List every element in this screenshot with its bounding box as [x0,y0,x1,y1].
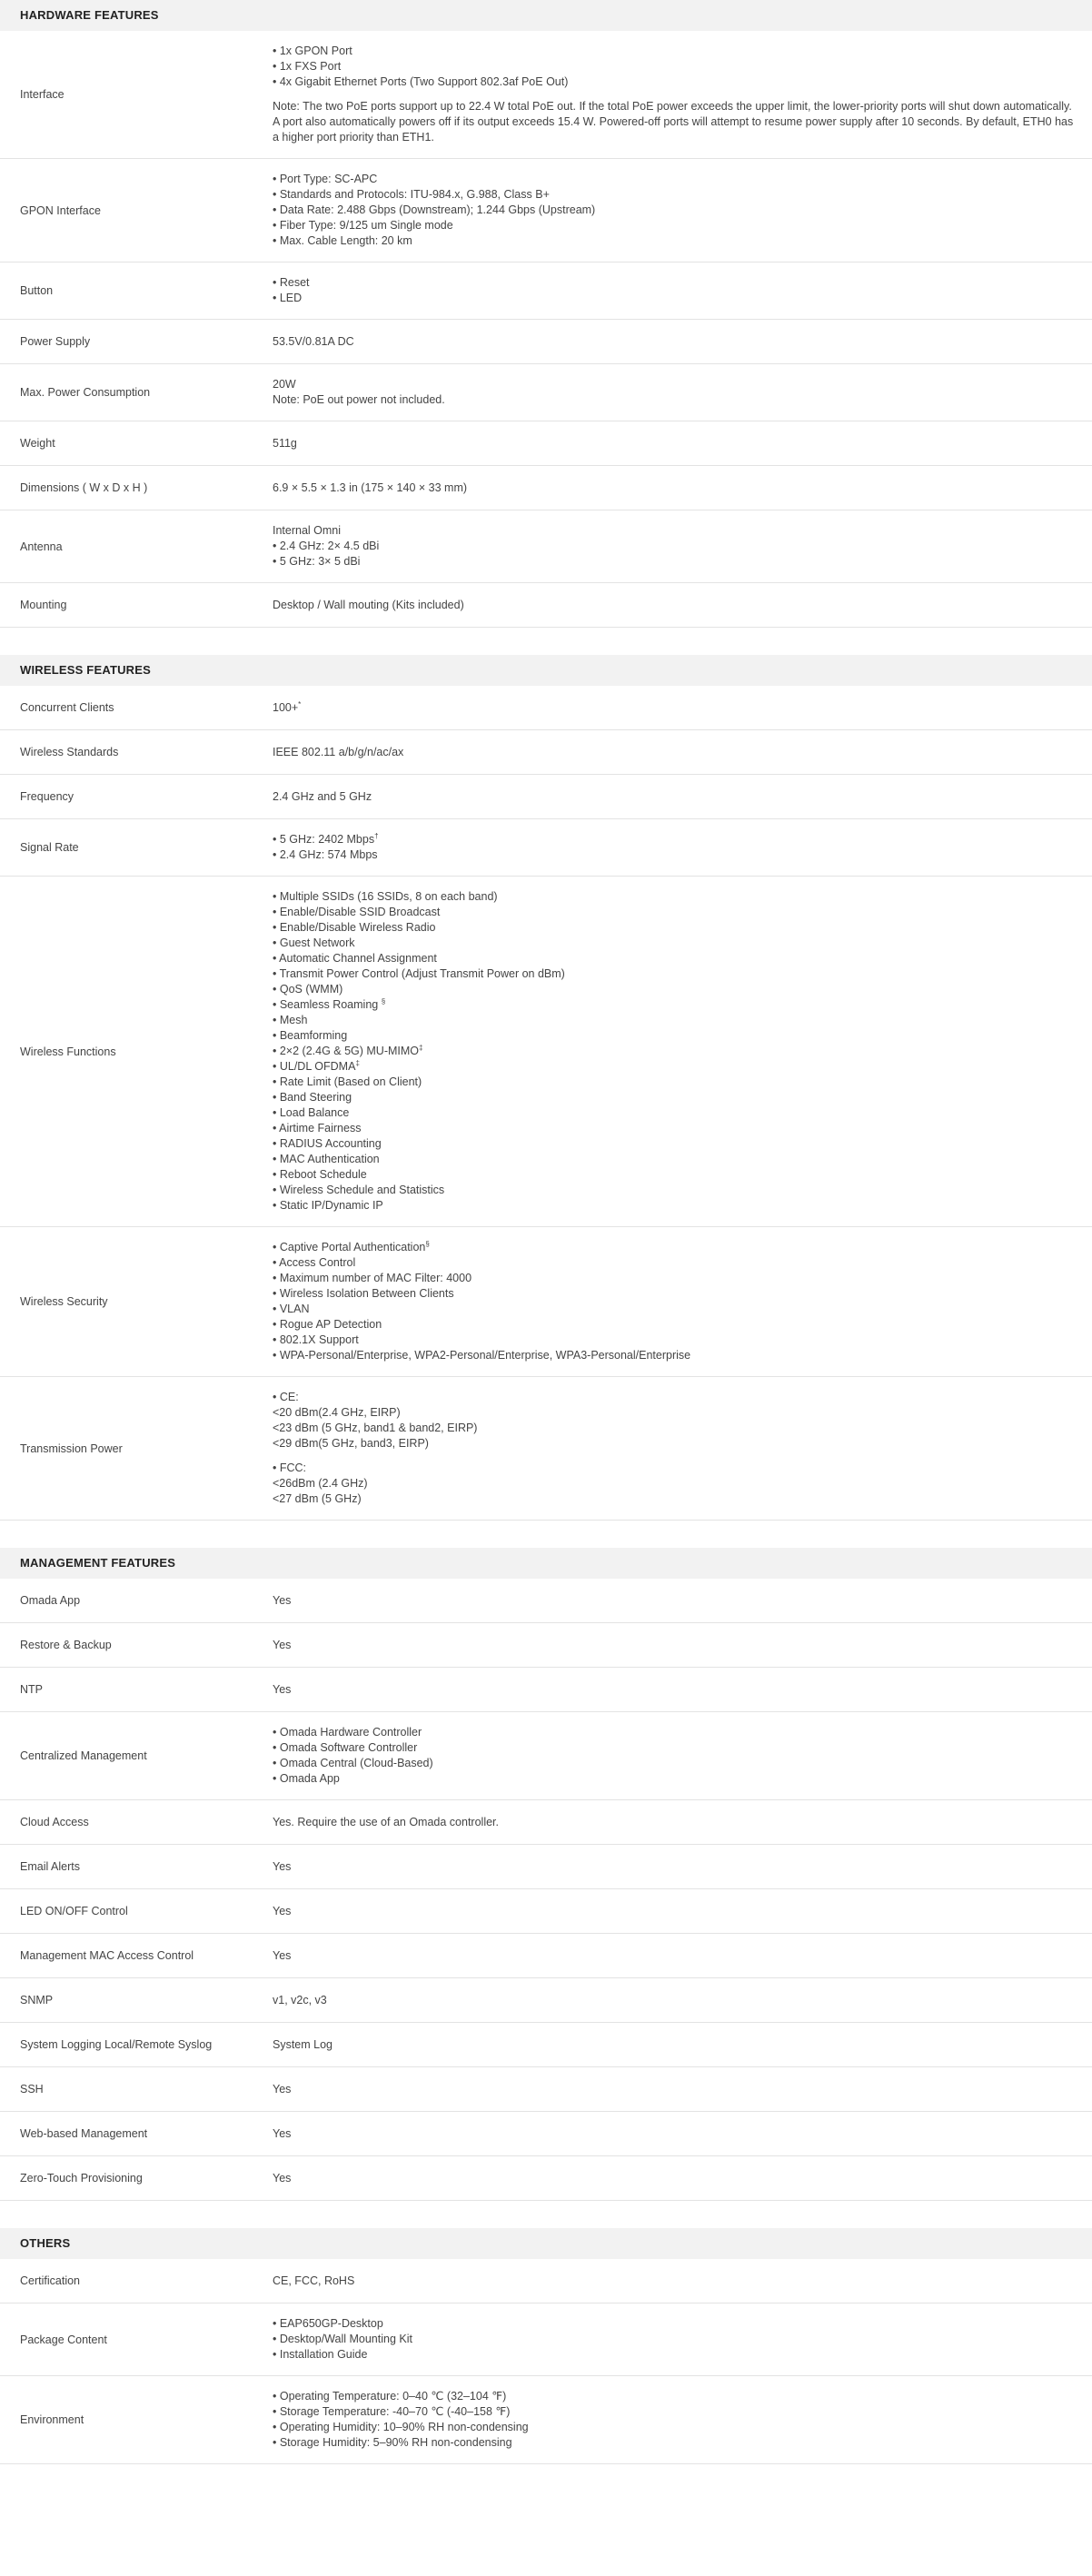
footnote-marker: ‡ [355,1058,360,1067]
spec-value-text: Yes [273,2082,292,2095]
spec-value-text: <26dBm (2.4 GHz) [273,1477,368,1490]
spec-value-text: • 1x GPON Port [273,45,352,57]
spec-value-text: • 5 GHz: 3× 5 dBi [273,555,361,568]
spec-value-line [273,1815,1074,1830]
spec-value-text: • VLAN [273,1303,310,1315]
line-gap [273,1451,1074,1461]
spec-value-line [273,2126,1074,2142]
spec-label: NTP [20,1683,43,1696]
spec-row-wireless-functions [0,877,1092,1227]
spec-value-text: • Enable/Disable SSID Broadcast [273,906,441,918]
spec-value-line [273,966,1074,982]
spec-label: Weight [20,437,55,450]
spec-row-centralized-management [0,1712,1092,1800]
spec-label: Signal Rate [20,841,79,854]
spec-value-text: • Operating Temperature: 0–40 ℃ (32–104 ℉) [273,2390,507,2403]
spec-value-line [273,2274,1074,2289]
spec-value-text: • 2.4 GHz: 574 Mbps [273,848,378,861]
spec-value-text: Internal Omni [273,524,342,537]
spec-value-line [273,1948,1074,1964]
spec-value-line [273,789,1074,805]
spec-value-text: • Maximum number of MAC Filter: 4000 [273,1272,472,1284]
spec-value-text: Note: PoE out power not included. [273,393,445,406]
spec-value-line [273,936,1074,951]
spec-value-line [273,2347,1074,2363]
spec-value-text: v1, v2c, v3 [273,1993,327,2006]
spec-row-max-power-consumption [0,364,1092,421]
footnote-marker: * [298,699,302,708]
spec-value [273,1891,1092,1932]
spec-label: Wireless Security [20,1295,108,1308]
spec-value-text: <23 dBm (5 GHz, band1 & band2, EIRP) [273,1422,478,1434]
spec-value-text: <20 dBm(2.4 GHz, EIRP) [273,1406,401,1419]
spec-value-line [273,377,1074,392]
spec-value-line [273,1436,1074,1451]
spec-value-text: • Reboot Schedule [273,1168,367,1181]
spec-label: Package Content [20,2333,107,2346]
spec-row-email-alerts [0,1845,1092,1889]
spec-value [273,1669,1092,1710]
spec-value-text: 2.4 GHz and 5 GHz [273,789,372,803]
spec-value [273,159,1092,262]
spec-row-antenna [0,510,1092,583]
spec-value-text: • Airtime Fairness [273,1122,362,1134]
spec-label: Antenna [20,540,63,553]
spec-label: Button [20,284,54,297]
spec-value-text: • MAC Authentication [273,1153,380,1165]
spec-value-line [273,74,1074,90]
spec-value-text: • EAP650GP-Desktop [273,2317,383,2330]
spec-value [273,1580,1092,1621]
spec-row-wireless-standards [0,730,1092,775]
spec-label: SSH [20,2083,44,2095]
spec-value-text: 53.5V/0.81A DC [273,334,354,348]
spec-value-text: • Omada Hardware Controller [273,1726,422,1739]
spec-value-line [273,1725,1074,1740]
spec-value-line [273,889,1074,905]
spec-value-text: • Max. Cable Length: 20 km [273,234,412,247]
spec-value-line [273,2171,1074,2186]
spec-value-text: • Desktop/Wall Mounting Kit [273,2333,412,2345]
spec-value-line [273,1286,1074,1302]
spec-value-line [273,1121,1074,1136]
spec-value [273,2069,1092,2110]
spec-label: Interface [20,88,65,101]
spec-value-text: • Fiber Type: 9/125 um Single mode [273,219,453,232]
spec-value-line [273,2420,1074,2435]
spec-value-line [273,2435,1074,2451]
spec-value [273,468,1092,509]
spec-value-line [273,1013,1074,1028]
spec-value-text: System Log [273,2037,333,2051]
spec-value-text: • Seamless Roaming [273,998,382,1011]
spec-value-text: • Guest Network [273,936,355,949]
spec-value [273,364,1092,421]
spec-value-line [273,1090,1074,1105]
section-management-features [0,1548,1092,2201]
spec-value-text: • Storage Temperature: -40–70 ℃ (-40–158 ℉) [273,2405,511,2418]
spec-value-text: Yes [273,1682,292,1696]
spec-value-text: • Omada App [273,1772,340,1785]
spec-value-line [273,1136,1074,1152]
spec-value-text: • 4x Gigabit Ethernet Ports (Two Support 802.3af PoE Out) [273,75,569,88]
spec-row-restore-backup [0,1623,1092,1668]
spec-value-line [273,187,1074,203]
spec-value-text: • Rogue AP Detection [273,1318,382,1331]
spec-value [273,819,1092,876]
spec-value-text: • QoS (WMM) [273,983,343,996]
spec-label: Concurrent Clients [20,701,114,714]
spec-value-text: • Multiple SSIDs (16 SSIDs, 8 on each band) [273,890,498,903]
spec-row-led-on-off-control [0,1889,1092,1934]
spec-row-gpon-interface [0,159,1092,263]
spec-value-line [273,1317,1074,1333]
spec-label: Dimensions ( W x D x H ) [20,481,148,494]
spec-label: Max. Power Consumption [20,386,151,399]
spec-value-text: • UL/DL OFDMA [273,1060,356,1073]
spec-value-text: • Transmit Power Control (Adjust Transmit Power on dBm) [273,967,565,980]
spec-value-text: • Reset [273,276,310,289]
spec-row-interface [0,31,1092,159]
spec-value [273,1377,1092,1520]
spec-value [273,423,1092,464]
spec-value-line [273,2037,1074,2053]
spec-row-concurrent-clients [0,686,1092,730]
spec-value-line [273,554,1074,570]
spec-value-line [273,172,1074,187]
spec-value [273,1936,1092,1977]
spec-value-text: • LED [273,292,303,304]
spec-value-line [273,1859,1074,1875]
spec-value-line [273,1240,1074,1255]
spec-value-line [273,1491,1074,1507]
spec-value-text: Yes [273,1859,292,1873]
spec-value-text: • Load Balance [273,1106,350,1119]
spec-value-text: 511g [273,436,297,450]
spec-row-zero-touch-provisioning [0,2156,1092,2201]
spec-row-environment [0,2376,1092,2464]
spec-value [273,2304,1092,2375]
spec-label: Restore & Backup [20,1639,112,1651]
spec-value-text: Yes [273,2126,292,2140]
spec-value-line [273,1740,1074,1756]
spec-value-text: • Beamforming [273,1029,348,1042]
spec-value-text: • Port Type: SC-APC [273,173,378,185]
spec-value-text: • FCC: [273,1461,307,1474]
spec-label: Cloud Access [20,1816,89,1828]
spec-row-system-logging-local-remote-syslog [0,2023,1092,2067]
spec-row-transmission-power [0,1377,1092,1521]
spec-value-line [273,275,1074,291]
spec-value-line [273,1593,1074,1609]
footnote-marker: § [381,996,386,1006]
spec-value [273,263,1092,319]
spec-value-text: • Automatic Channel Assignment [273,952,437,965]
spec-value [273,1980,1092,2021]
spec-value-text: 100+ [273,700,299,714]
spec-row-wireless-security [0,1227,1092,1377]
spec-value-text: • Storage Humidity: 5–90% RH non-condensing [273,2436,512,2449]
spec-value-line [273,1183,1074,1198]
spec-value-line [273,1461,1074,1476]
section-heading: MANAGEMENT FEATURES [0,1548,1092,1579]
spec-value-line [273,1271,1074,1286]
spec-label: Mounting [20,599,67,611]
spec-value-line [273,1348,1074,1363]
spec-value-text: IEEE 802.11 a/b/g/n/ac/ax [273,745,404,758]
footnote-marker: ‡ [419,1043,423,1052]
spec-value [273,510,1092,582]
spec-value-text: • Enable/Disable Wireless Radio [273,921,436,934]
spec-row-dimensions-w-x-d-x-h [0,466,1092,510]
spec-value-line [273,1152,1074,1167]
spec-value-text: Yes [273,1593,292,1607]
spec-row-weight [0,421,1092,466]
spec-value-line [273,59,1074,74]
spec-value [273,2261,1092,2302]
spec-value-text: Desktop / Wall mouting (Kits included) [273,598,464,611]
spec-value-text: • Data Rate: 2.488 Gbps (Downstream); 1.244 Gbps (Upstream) [273,203,596,216]
spec-value-line [273,1682,1074,1698]
spec-value-line [273,203,1074,218]
spec-value-text: Yes [273,1904,292,1917]
spec-value-text: • CE: [273,1391,299,1403]
spec-value-line [273,1333,1074,1348]
spec-value-line [273,1756,1074,1771]
spec-label: Omada App [20,1594,81,1607]
spec-row-package-content [0,2304,1092,2376]
spec-value-text: Note: The two PoE ports support up to 22.4 W total PoE out. If the total PoE power exceeds the upper limit, the lower-priority ports will shut down automatically. A port also automatically powers off if its output exceeds 15.4 W. Powered-off ports will attempt to resume power supply after 10 seconds. By default, ETH0 has a higher port priority than ETH1. [273,100,1077,144]
spec-label: LED ON/OFF Control [20,1905,128,1917]
spec-value-text: • Omada Software Controller [273,1741,418,1754]
spec-value-line [273,920,1074,936]
spec-value-text: • Band Steering [273,1091,352,1104]
spec-value-line [273,99,1077,145]
spec-row-omada-app [0,1579,1092,1623]
spec-value-line [273,218,1074,233]
spec-value [273,2025,1092,2066]
spec-value-line [273,2082,1074,2097]
spec-value-line [273,1993,1074,2008]
spec-value [273,31,1092,158]
spec-value-line [273,44,1074,59]
spec-label: Environment [20,2413,84,2426]
spec-label: Email Alerts [20,1860,80,1873]
footnote-marker: § [425,1239,430,1248]
spec-value-line [273,997,1074,1013]
spec-value-line [273,539,1074,554]
spec-row-power-supply [0,320,1092,364]
spec-value-line [273,334,1074,350]
spec-value-text: • Installation Guide [273,2348,368,2361]
spec-label: Web-based Management [20,2127,148,2140]
spec-value-line [273,2389,1074,2404]
spec-value-line [273,1198,1074,1214]
spec-value-line [273,832,1074,847]
spec-label: Power Supply [20,335,91,348]
spec-value-text: • Static IP/Dynamic IP [273,1199,383,1212]
spec-value [273,688,1092,728]
spec-value-text: • Omada Central (Cloud-Based) [273,1757,433,1769]
spec-label: Zero-Touch Provisioning [20,2172,143,2185]
spec-value-text: CE, FCC, RoHS [273,2274,355,2287]
section-heading: OTHERS [0,2228,1092,2259]
spec-value-text: <27 dBm (5 GHz) [273,1492,362,1505]
spec-value [273,2114,1092,2155]
spec-value [273,2376,1092,2463]
spec-value-line [273,1638,1074,1653]
spec-label: Transmission Power [20,1442,123,1455]
spec-value-text: • Mesh [273,1014,308,1026]
spec-value-line [273,1105,1074,1121]
line-gap [273,90,1074,99]
spec-row-cloud-access [0,1800,1092,1845]
spec-value-line [273,598,1074,613]
spec-value-text: • 5 GHz: 2402 Mbps [273,833,375,846]
spec-label: Centralized Management [20,1749,147,1762]
spec-value-line [273,1059,1074,1075]
spec-value [273,732,1092,773]
spec-value-text: • Rate Limit (Based on Client) [273,1075,422,1088]
spec-value-text: • Captive Portal Authentication [273,1241,426,1253]
section-hardware-features [0,0,1092,628]
spec-value [273,322,1092,362]
spec-value-text: • Access Control [273,1256,356,1269]
spec-value-text: • Wireless Schedule and Statistics [273,1184,445,1196]
spec-value-line [273,847,1074,863]
spec-value-line [273,1075,1074,1090]
spec-value-line [273,1390,1074,1405]
spec-value-text: <29 dBm(5 GHz, band3, EIRP) [273,1437,429,1450]
spec-value [273,585,1092,626]
section-heading: WIRELESS FEATURES [0,655,1092,686]
spec-value [273,877,1092,1226]
spec-row-signal-rate [0,819,1092,877]
spec-value-line [273,1302,1074,1317]
spec-value [273,2158,1092,2199]
spec-row-ssh [0,2067,1092,2112]
section-wireless-features [0,655,1092,1521]
spec-label: Frequency [20,790,74,803]
spec-value-line [273,2332,1074,2347]
spec-value [273,777,1092,817]
spec-value-text: • WPA-Personal/Enterprise, WPA2-Personal/Enterprise, WPA3-Personal/Enterprise [273,1349,691,1362]
spec-value-line [273,392,1074,408]
spec-value-line [273,291,1074,306]
spec-value-line [273,1167,1074,1183]
spec-value [273,1625,1092,1666]
footnote-marker: † [374,831,379,840]
spec-value-text: 20W [273,378,296,391]
spec-row-button [0,263,1092,320]
spec-label: System Logging Local/Remote Syslog [20,2038,213,2051]
section-others [0,2228,1092,2464]
spec-value [273,1847,1092,1887]
spec-value-line [273,1044,1074,1059]
spec-value-text: Yes. Require the use of an Omada controller. [273,1815,499,1828]
spec-label: SNMP [20,1994,54,2006]
spec-value-text: • 2.4 GHz: 2× 4.5 dBi [273,540,380,552]
spec-value-line [273,1255,1074,1271]
spec-value-line [273,1421,1074,1436]
spec-value-line [273,745,1074,760]
spec-label: Wireless Functions [20,1045,116,1058]
spec-value-line [273,1771,1074,1787]
spec-value-text: • Standards and Protocols: ITU-984.x, G.988, Class B+ [273,188,550,201]
spec-row-ntp [0,1668,1092,1712]
spec-value-line [273,2404,1074,2420]
spec-value-line [273,951,1074,966]
spec-row-management-mac-access-control [0,1934,1092,1978]
spec-value-line [273,1476,1074,1491]
spec-value-line [273,523,1074,539]
spec-value [273,1712,1092,1799]
spec-value-line [273,436,1074,451]
spec-value-line [273,1028,1074,1044]
spec-value-text: • 2×2 (2.4G & 5G) MU-MIMO [273,1045,420,1057]
spec-value-text: • RADIUS Accounting [273,1137,382,1150]
spec-row-frequency [0,775,1092,819]
spec-value-text: • 802.1X Support [273,1333,359,1346]
spec-value [273,1227,1092,1376]
spec-row-mounting [0,583,1092,628]
spec-value-text: • Operating Humidity: 10–90% RH non-condensing [273,2421,529,2433]
spec-value-text: 6.9 × 5.5 × 1.3 in (175 × 140 × 33 mm) [273,481,468,494]
spec-value-text: Yes [273,2171,292,2185]
spec-value-text: • Wireless Isolation Between Clients [273,1287,454,1300]
spec-label: GPON Interface [20,203,101,217]
spec-value-line [273,905,1074,920]
spec-row-certification [0,2259,1092,2304]
spec-value-line [273,982,1074,997]
spec-value-line [273,481,1074,496]
spec-row-snmp [0,1978,1092,2023]
spec-label: Management MAC Access Control [20,1949,194,1962]
spec-label: Certification [20,2274,80,2287]
spec-value-line [273,233,1074,249]
section-heading: HARDWARE FEATURES [0,0,1092,31]
spec-value-line [273,2316,1074,2332]
spec-value-line [273,1904,1074,1919]
spec-value-line [273,1405,1074,1421]
spec-value-text: • 1x FXS Port [273,60,342,73]
spec-value-text: Yes [273,1638,292,1651]
spec-label: Wireless Standards [20,746,119,758]
spec-row-web-based-management [0,2112,1092,2156]
spec-value-text: Yes [273,1948,292,1962]
spec-value-line [273,700,1074,716]
spec-value [273,1802,1092,1843]
